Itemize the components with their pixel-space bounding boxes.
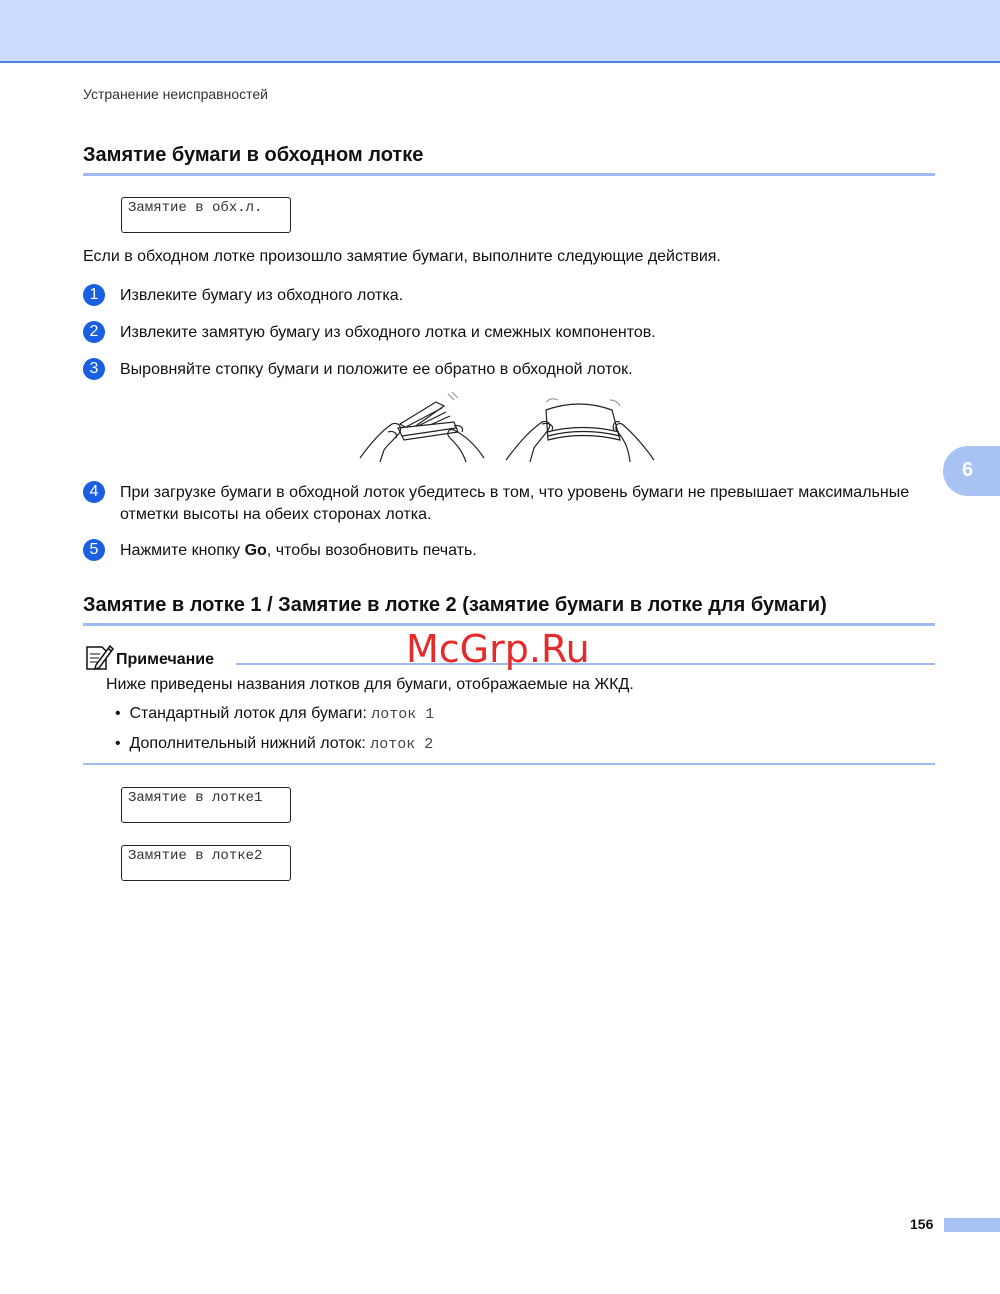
step-text bbox=[120, 540, 920, 562]
page-number-bar bbox=[944, 1218, 1000, 1232]
step-text: Извлеките замятую бумагу из обходного лотка и смежных компонентов. bbox=[120, 324, 656, 341]
note-list-item: • Дополнительный нижний лоток: лоток 2 bbox=[115, 735, 434, 753]
step-5 bbox=[83, 540, 943, 562]
note-text: Ниже приведены названия лотков для бумаги, отображаемые на ЖКД. bbox=[106, 676, 634, 693]
step-1 bbox=[83, 285, 943, 307]
section-divider bbox=[83, 173, 935, 176]
note-list-item: • Стандартный лоток для бумаги: лоток 1 bbox=[115, 705, 435, 723]
page-number: 156 bbox=[910, 1216, 934, 1232]
lcd-message-tray1: Замятие в лотке1 bbox=[121, 787, 291, 823]
step-2 bbox=[83, 322, 943, 344]
chapter-number: 6 bbox=[962, 459, 974, 481]
aligning-paper-hands bbox=[506, 399, 654, 462]
section-title-bypass-jam: Замятие бумаги в обходном лотке bbox=[83, 144, 424, 166]
note-end-divider bbox=[83, 763, 935, 765]
lcd-message-bypass: Замятие в обх.л. bbox=[121, 197, 291, 233]
step-text-before: Нажмите кнопку bbox=[120, 542, 245, 559]
step-text: Извлеките бумагу из обходного лотка. bbox=[120, 287, 404, 304]
tray-label: Дополнительный нижний лоток: bbox=[129, 735, 371, 752]
step-3 bbox=[83, 359, 943, 381]
note-title: Примечание bbox=[116, 651, 215, 668]
section-title-tray-jam: Замятие в лотке 1 / Замятие в лотке 2 (замятие бумаги в лотке для бумаги) bbox=[83, 594, 827, 616]
section-divider bbox=[83, 623, 935, 626]
step-number-badge: 1 bbox=[83, 284, 105, 306]
step-number-badge: 2 bbox=[83, 321, 105, 343]
step-number-badge: 5 bbox=[83, 539, 105, 561]
step-number-badge: 3 bbox=[83, 358, 105, 380]
note-pencil-icon bbox=[84, 643, 114, 671]
fanning-paper-hands bbox=[360, 392, 484, 462]
step-text: Выровняйте стопку бумаги и положите ее обратно в обходной лоток. bbox=[120, 361, 633, 378]
top-header-band bbox=[0, 0, 1000, 63]
watermark: McGrp.Ru bbox=[406, 627, 590, 671]
step-number-badge: 4 bbox=[83, 481, 105, 503]
tray-lcd-name: лоток 2 bbox=[370, 736, 434, 753]
paper-stack-illustration bbox=[358, 388, 658, 468]
go-button-label: Go bbox=[244, 542, 267, 559]
step-text-after: , чтобы возобновить печать. bbox=[266, 542, 477, 559]
step-text: При загрузке бумаги в обходной лоток убедитесь в том, что уровень бумаги не превышает максимальные отметки высоты на обеих сторонах лотка. bbox=[120, 484, 910, 523]
step-4 bbox=[83, 482, 943, 526]
tray-label: Стандартный лоток для бумаги: bbox=[129, 705, 372, 722]
breadcrumb: Устранение неисправностей bbox=[83, 86, 268, 102]
intro-paragraph: Если в обходном лотке произошло замятие бумаги, выполните следующие действия. bbox=[83, 248, 721, 265]
lcd-message-tray2: Замятие в лотке2 bbox=[121, 845, 291, 881]
tray-lcd-name: лоток 1 bbox=[371, 706, 435, 723]
